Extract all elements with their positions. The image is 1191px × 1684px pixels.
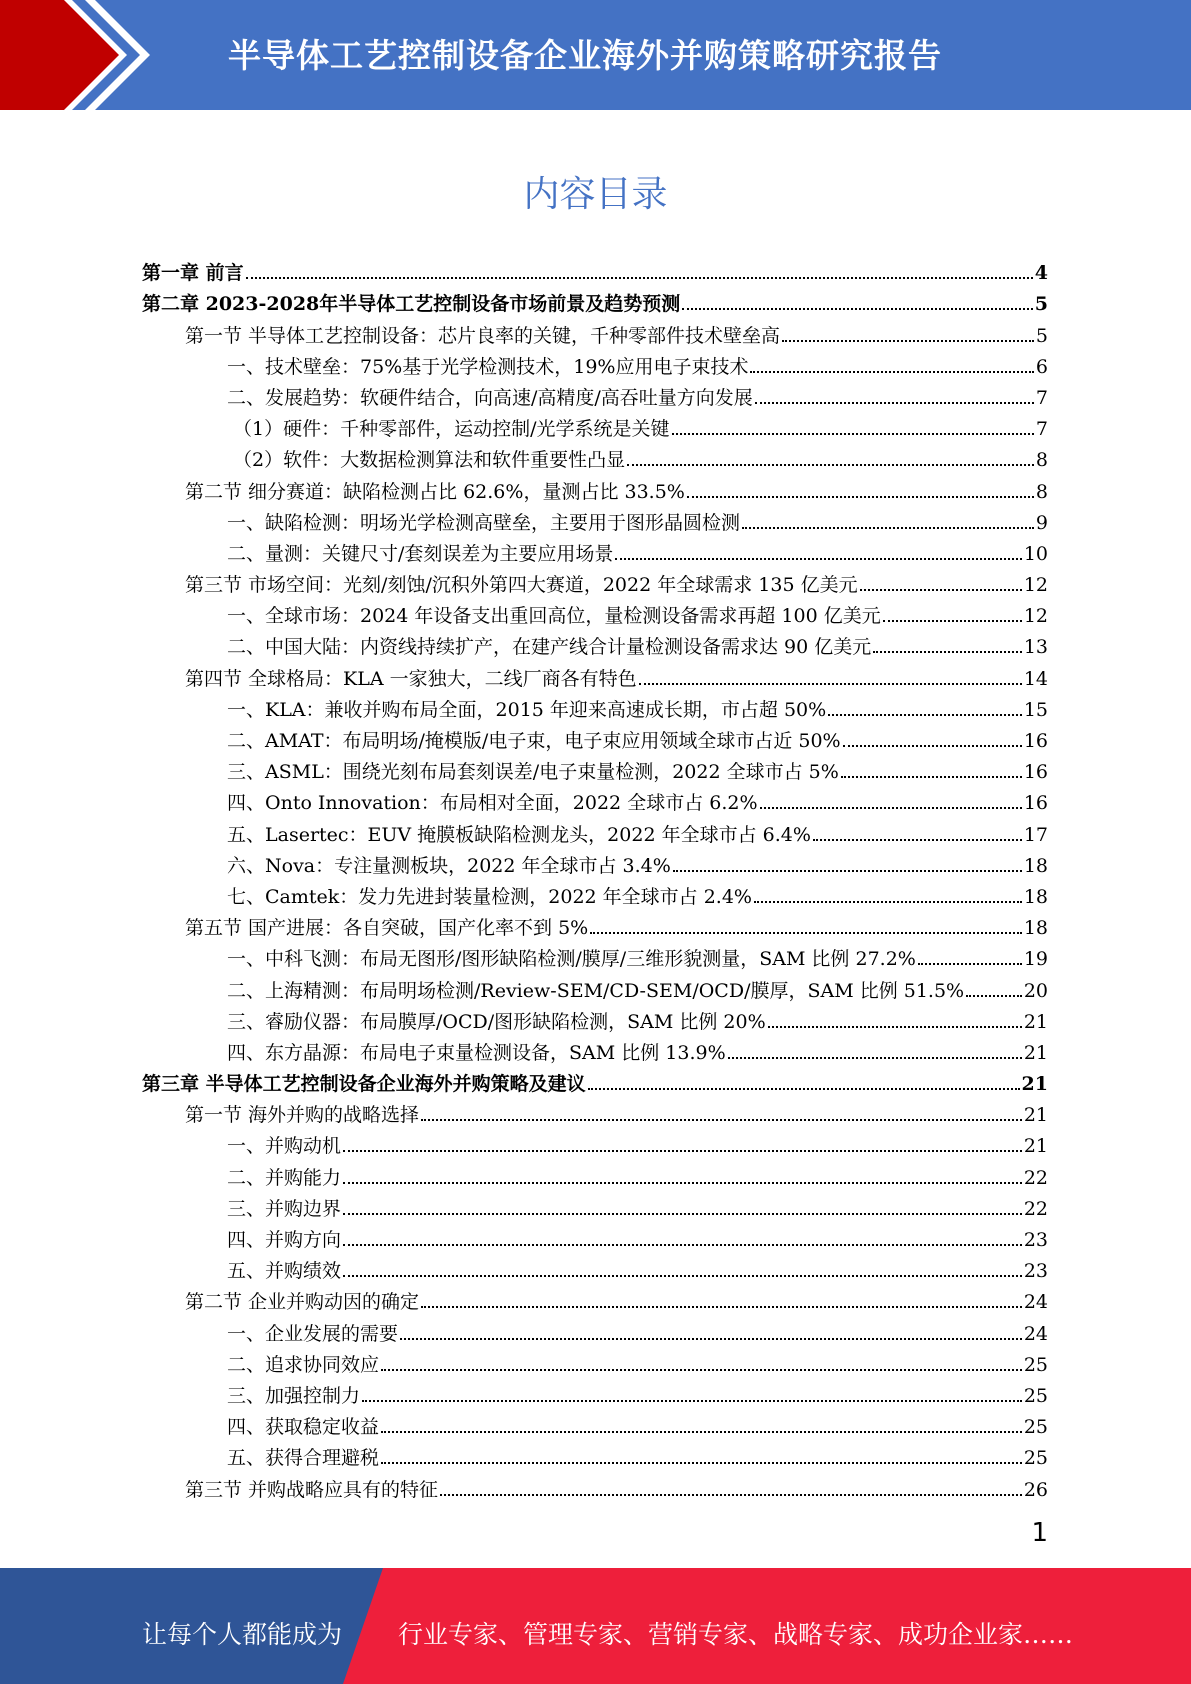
toc-entry-label: 二、追求协同效应 xyxy=(227,1353,380,1376)
toc-entry-label: 第二章 2023-2028年半导体工艺控制设备市场前景及趋势预测 xyxy=(142,293,681,316)
toc-entry-label: 第三节 并购战略应具有的特征 xyxy=(185,1478,439,1501)
toc-entry-page: 7 xyxy=(1035,418,1048,441)
toc-entry[interactable] xyxy=(142,1283,1048,1314)
dot-leader xyxy=(421,1288,1022,1308)
toc-entry[interactable] xyxy=(142,535,1048,566)
toc-entry[interactable] xyxy=(142,504,1048,535)
toc-entry[interactable] xyxy=(142,254,1048,285)
toc-entry[interactable] xyxy=(142,1221,1048,1252)
toc-entry-label: 第一节 海外并购的战略选择 xyxy=(185,1104,420,1127)
toc-entry-page: 21 xyxy=(1023,1010,1048,1033)
dot-leader xyxy=(728,1039,1022,1059)
toc-entry-label: 第四节 全球格局：KLA 一家独大，二线厂商各有特色 xyxy=(185,667,637,690)
toc-entry-label: 一、KLA：兼收并购布局全面，2015 年迎来高速成长期，市占超 50% xyxy=(227,698,827,721)
toc-entry-label: 第五节 国产进展：各自突破，国产化率不到 5% xyxy=(185,917,589,940)
dot-leader xyxy=(742,509,1034,529)
toc-entry-label: 三、加强控制力 xyxy=(227,1384,361,1407)
dot-leader xyxy=(343,1164,1022,1184)
toc-entry[interactable] xyxy=(142,348,1048,379)
dot-leader xyxy=(400,1320,1022,1340)
toc-entry[interactable] xyxy=(142,1252,1048,1283)
toc-entry[interactable] xyxy=(142,1408,1048,1439)
toc-entry-page: 8 xyxy=(1035,449,1048,472)
dot-leader xyxy=(883,602,1022,622)
toc-entry-page: 16 xyxy=(1023,761,1048,784)
toc-entry[interactable] xyxy=(142,1314,1048,1345)
toc-entry-page: 23 xyxy=(1023,1260,1048,1283)
dot-leader xyxy=(421,1101,1022,1121)
toc-entry[interactable] xyxy=(142,1003,1048,1034)
dot-leader xyxy=(873,633,1022,653)
toc-entry[interactable] xyxy=(142,753,1048,784)
toc-entry-label: 五、获得合理避税 xyxy=(227,1447,380,1470)
toc-entry[interactable] xyxy=(142,691,1048,722)
dot-leader xyxy=(918,945,1022,965)
toc-entry-label: 一、并购动机 xyxy=(227,1135,342,1158)
toc-entry-page: 18 xyxy=(1023,885,1048,908)
toc-entry-label: 二、并购能力 xyxy=(227,1166,342,1189)
toc-entry[interactable] xyxy=(142,472,1048,503)
toc-entry-label: 三、ASML：围绕光刻布局套刻误差/电子束量检测，2022 全球市占 5% xyxy=(227,761,839,784)
dot-leader xyxy=(687,478,1034,498)
toc-entry[interactable] xyxy=(142,1127,1048,1158)
dot-leader xyxy=(627,446,1034,466)
toc-entry-label: 二、上海精测：布局明场检测/Review-SEM/CD-SEM/OCD/膜厚，SAM 比例 51.5% xyxy=(227,979,965,1002)
toc-entry-page: 12 xyxy=(1023,605,1048,628)
toc-entry-page: 6 xyxy=(1035,355,1048,378)
dot-leader xyxy=(841,758,1022,778)
toc-entry[interactable] xyxy=(142,878,1048,909)
toc-entry-label: 五、Lasertec：EUV 掩膜板缺陷检测龙头，2022 年全球市占 6.4% xyxy=(227,823,811,846)
toc-entry[interactable] xyxy=(142,1439,1048,1470)
toc-entry-page: 15 xyxy=(1023,698,1048,721)
toc-entry-label: 四、获取稳定收益 xyxy=(227,1416,380,1439)
dot-leader xyxy=(381,1444,1022,1464)
toc-entry-page: 25 xyxy=(1023,1384,1048,1407)
dot-leader xyxy=(615,540,1021,560)
toc-entry-label: 七、Camtek：发力先进封装量检测，2022 年全球市占 2.4% xyxy=(227,885,752,908)
toc-entry-label: 一、技术壁垒：75%基于光学检测技术，19%应用电子束技术 xyxy=(227,355,749,378)
toc-entry[interactable] xyxy=(142,379,1048,410)
toc-entry-page: 18 xyxy=(1023,854,1048,877)
toc-entry[interactable] xyxy=(142,1096,1048,1127)
toc-entry-label: （2）软件：大数据检测算法和软件重要性凸显 xyxy=(233,449,626,472)
toc-entry-label: 六、Nova：专注量测板块，2022 年全球市占 3.4% xyxy=(227,854,671,877)
toc-entry-page: 4 xyxy=(1034,262,1048,285)
dot-leader xyxy=(750,353,1033,373)
toc-entry-page: 25 xyxy=(1023,1416,1048,1439)
footer-slogan-right: 行业专家、管理专家、营销专家、战略专家、成功企业家…… xyxy=(398,1620,1074,1649)
toc-entry[interactable] xyxy=(142,971,1048,1002)
dot-leader xyxy=(782,322,1034,342)
toc-entry-label: 二、AMAT：布局明场/掩模版/电子束，电子束应用领域全球市占近 50% xyxy=(227,730,841,752)
toc-entry-page: 21 xyxy=(1023,1104,1048,1127)
toc-entry-page: 13 xyxy=(1023,636,1048,659)
toc-entry-page: 5 xyxy=(1034,293,1048,316)
toc-entry[interactable] xyxy=(142,1346,1048,1377)
dot-leader xyxy=(682,290,1033,310)
toc-entry-label: （1）硬件：千种零部件，运动控制/光学系统是关键 xyxy=(233,418,670,441)
toc-entry[interactable] xyxy=(142,597,1048,628)
toc-entry[interactable] xyxy=(142,441,1048,472)
page-number: 1 xyxy=(1031,1518,1048,1548)
toc-entry[interactable] xyxy=(142,1470,1048,1501)
toc-entry-page: 22 xyxy=(1023,1166,1048,1189)
toc-entry-label: 第三章 半导体工艺控制设备企业海外并购策略及建议 xyxy=(142,1073,586,1096)
toc-entry-label: 三、并购边界 xyxy=(227,1197,342,1220)
dot-leader xyxy=(966,977,1022,997)
toc-entry-page: 25 xyxy=(1023,1447,1048,1470)
toc-entry-label: 一、中科飞测：布局无图形/图形缺陷检测/膜厚/三维形貌测量，SAM 比例 27.2% xyxy=(227,948,916,971)
toc-entry-label: 第一章 前言 xyxy=(142,262,244,285)
toc-entry[interactable] xyxy=(142,410,1048,441)
footer-slogan-left: 让每个人都能成为 xyxy=(142,1620,343,1649)
dot-leader xyxy=(440,1476,1022,1496)
dot-leader xyxy=(768,1008,1022,1028)
dot-leader xyxy=(672,415,1034,435)
dot-leader xyxy=(828,696,1022,716)
toc-entry[interactable] xyxy=(142,1190,1048,1221)
toc-entry-page: 23 xyxy=(1023,1229,1048,1251)
toc-entry-label: 一、缺陷检测：明场光学检测高壁垒，主要用于图形晶圆检测 xyxy=(227,511,741,534)
toc-entry[interactable] xyxy=(142,1065,1048,1096)
dot-leader xyxy=(343,1257,1022,1277)
dot-leader xyxy=(590,914,1022,934)
toc-entry[interactable] xyxy=(142,628,1048,659)
toc-entry-label: 第二节 企业并购动因的确定 xyxy=(185,1291,420,1314)
toc-entry-label: 四、Onto Innovation：布局相对全面，2022 全球市占 6.2% xyxy=(227,792,758,815)
dot-leader xyxy=(343,1195,1022,1215)
toc-entry-label: 五、并购绩效 xyxy=(227,1260,342,1283)
toc-entry[interactable] xyxy=(142,1034,1048,1065)
dot-leader xyxy=(813,821,1022,841)
table-of-contents xyxy=(142,254,1048,1502)
dot-leader xyxy=(343,1226,1022,1246)
toc-entry-page: 21 xyxy=(1023,1135,1048,1158)
toc-entry[interactable] xyxy=(142,285,1048,316)
toc-entry[interactable] xyxy=(142,566,1048,597)
toc-entry-label: 第三节 市场空间：光刻/刻蚀/沉积外第四大赛道，2022 年全球需求 135 亿美元 xyxy=(185,574,858,597)
toc-entry-page: 16 xyxy=(1023,792,1048,815)
toc-entry-page: 25 xyxy=(1023,1353,1048,1376)
toc-entry-label: 三、睿励仪器：布局膜厚/OCD/图形缺陷检测，SAM 比例 20% xyxy=(227,1010,766,1033)
toc-entry-page: 14 xyxy=(1023,667,1048,690)
toc-entry[interactable] xyxy=(142,1377,1048,1408)
dot-leader xyxy=(246,259,1033,279)
toc-entry[interactable] xyxy=(142,722,1048,753)
toc-entry-page: 8 xyxy=(1035,480,1048,503)
toc-entry-label: 四、东方晶源：布局电子束量检测设备，SAM 比例 13.9% xyxy=(227,1041,726,1064)
footer-band xyxy=(0,1568,1191,1684)
toc-entry-page: 26 xyxy=(1023,1478,1048,1501)
toc-entry-label: 二、发展趋势：软硬件结合，向高速/高精度/高吞吐量方向发展 xyxy=(227,386,753,409)
toc-entry-page: 24 xyxy=(1023,1291,1048,1314)
toc-entry[interactable] xyxy=(142,847,1048,878)
dot-leader xyxy=(343,1132,1022,1152)
dot-leader xyxy=(860,571,1022,591)
toc-entry-page: 12 xyxy=(1023,574,1048,597)
toc-entry-page: 5 xyxy=(1035,324,1048,347)
toc-heading: 内容目录 xyxy=(523,174,668,215)
toc-entry[interactable] xyxy=(142,909,1048,940)
toc-entry-page: 17 xyxy=(1023,823,1048,846)
dot-leader xyxy=(843,727,1022,747)
toc-entry-label: 一、企业发展的需要 xyxy=(227,1322,399,1345)
toc-entry-label: 四、并购方向 xyxy=(227,1229,342,1251)
dot-leader xyxy=(760,789,1022,809)
header-band xyxy=(0,0,1191,110)
toc-entry[interactable] xyxy=(142,316,1048,347)
toc-entry-label: 第二节 细分赛道：缺陷检测占比 62.6%，量测占比 33.5% xyxy=(185,480,685,503)
toc-entry-label: 一、全球市场：2024 年设备支出重回高位，量检测设备需求再超 100 亿美元 xyxy=(227,605,881,628)
toc-entry-label: 第一节 半导体工艺控制设备：芯片良率的关键，千种零部件技术壁垒高 xyxy=(185,324,781,347)
dot-leader xyxy=(754,883,1022,903)
dot-leader xyxy=(381,1351,1022,1371)
dot-leader xyxy=(588,1070,1020,1090)
toc-entry[interactable] xyxy=(142,784,1048,815)
toc-entry-page: 24 xyxy=(1023,1322,1048,1345)
toc-entry-page: 10 xyxy=(1023,542,1048,565)
toc-entry-page: 16 xyxy=(1023,730,1048,752)
toc-entry-page: 21 xyxy=(1023,1041,1048,1064)
header-arrow-icon xyxy=(0,0,150,110)
toc-entry-page: 7 xyxy=(1035,386,1048,409)
toc-entry-page: 20 xyxy=(1023,979,1048,1002)
dot-leader xyxy=(381,1413,1022,1433)
dot-leader xyxy=(755,384,1034,404)
toc-entry-label: 二、中国大陆：内资线持续扩产，在建产线合计量检测设备需求达 90 亿美元 xyxy=(227,636,872,659)
toc-entry-page: 9 xyxy=(1035,511,1048,534)
toc-entry[interactable] xyxy=(142,815,1048,846)
dot-leader xyxy=(673,852,1022,872)
dot-leader xyxy=(639,665,1022,685)
toc-entry-page: 22 xyxy=(1023,1197,1048,1220)
toc-entry-page: 19 xyxy=(1023,948,1048,971)
toc-entry[interactable] xyxy=(142,940,1048,971)
toc-entry-page: 18 xyxy=(1023,917,1048,940)
dot-leader xyxy=(362,1382,1022,1402)
report-title: 半导体工艺控制设备企业海外并购策略研究报告 xyxy=(228,36,942,75)
toc-entry-page: 21 xyxy=(1021,1073,1048,1096)
toc-entry[interactable] xyxy=(142,1158,1048,1189)
toc-entry[interactable] xyxy=(142,659,1048,690)
toc-entry-label: 二、量测：关键尺寸/套刻误差为主要应用场景 xyxy=(227,542,614,565)
